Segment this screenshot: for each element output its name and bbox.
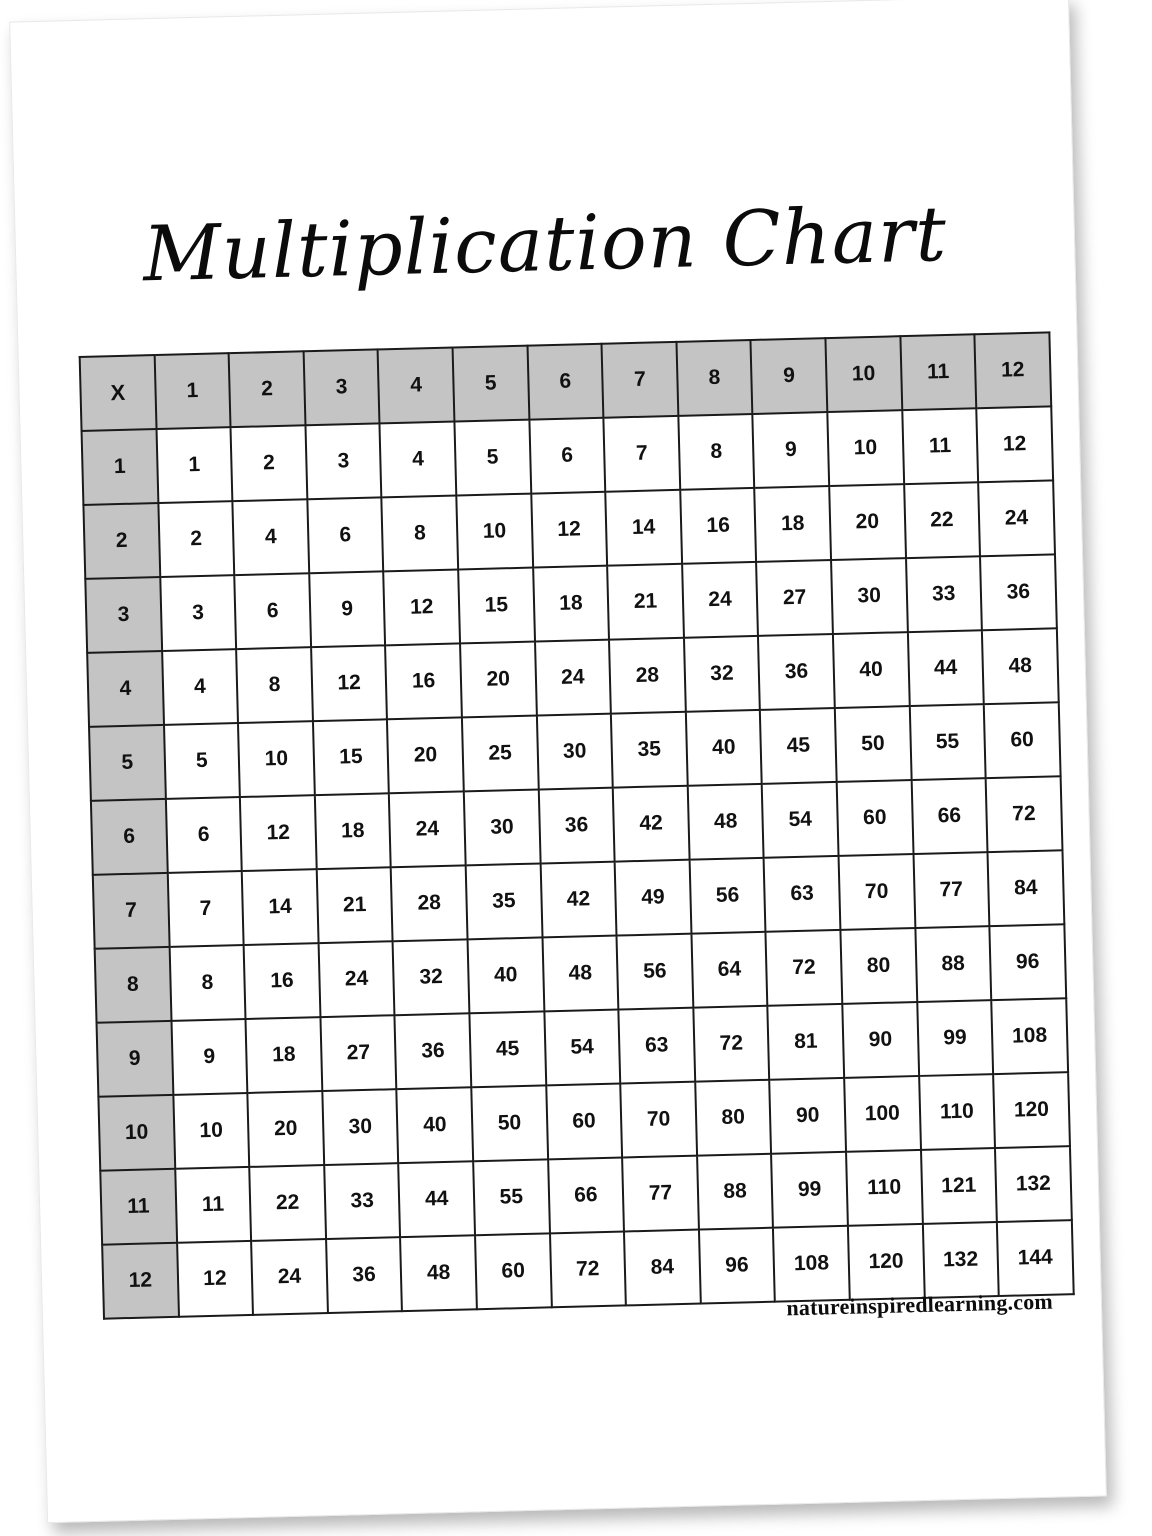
page-title: Multiplication Chart [141,189,948,299]
cell-12-2: 24 [251,1239,327,1315]
cell-9-2: 18 [246,1017,322,1093]
cell-2-4: 8 [382,495,458,571]
cell-12-9: 108 [773,1226,849,1302]
cell-4-6: 24 [535,640,611,716]
cell-7-12: 84 [988,850,1064,926]
cell-4-10: 40 [833,632,909,708]
cell-3-4: 12 [384,569,460,645]
cell-5-4: 20 [387,717,463,793]
cell-3-1: 3 [160,575,236,651]
cell-7-6: 42 [540,862,616,938]
cell-1-1: 1 [156,427,232,503]
cell-11-5: 55 [473,1159,549,1235]
cell-1-12: 12 [976,406,1052,482]
row-header-7: 7 [93,873,169,949]
cell-3-6: 18 [533,566,609,642]
cell-2-11: 22 [904,482,980,558]
cell-4-7: 28 [609,638,685,714]
cell-9-9: 81 [768,1004,844,1080]
cell-3-5: 15 [458,568,534,644]
column-header-11: 11 [900,334,976,410]
column-header-8: 8 [676,340,752,416]
row-header-10: 10 [98,1095,174,1171]
cell-6-11: 66 [911,778,987,854]
cell-4-3: 12 [311,645,387,721]
cell-7-3: 21 [316,867,392,943]
cell-8-12: 96 [989,924,1065,1000]
row-header-11: 11 [100,1169,176,1245]
cell-6-6: 36 [538,788,614,864]
cell-10-2: 20 [248,1091,324,1167]
cell-2-5: 10 [456,494,532,570]
cell-8-4: 32 [393,939,469,1015]
column-header-10: 10 [825,336,901,412]
multiplication-table [79,331,1075,1319]
cell-12-7: 84 [624,1230,700,1306]
cell-5-1: 5 [164,723,240,799]
cell-3-3: 9 [309,571,385,647]
column-header-6: 6 [527,344,603,420]
cell-5-11: 55 [909,704,985,780]
cell-4-12: 48 [982,628,1058,704]
column-header-7: 7 [602,342,678,418]
cell-6-2: 12 [240,795,316,871]
cell-12-1: 12 [177,1241,253,1317]
cell-4-1: 4 [162,649,238,725]
cell-7-9: 63 [764,856,840,932]
cell-10-9: 90 [770,1078,846,1154]
cell-5-3: 15 [313,719,389,795]
cell-11-4: 44 [399,1161,475,1237]
cell-8-11: 88 [915,926,991,1002]
cell-1-4: 4 [380,422,456,498]
column-header-1: 1 [154,353,230,429]
cell-11-2: 22 [249,1165,325,1241]
cell-3-12: 36 [980,554,1056,630]
cell-6-1: 6 [165,797,241,873]
cell-4-9: 36 [758,634,834,710]
cell-11-12: 132 [995,1146,1071,1222]
cell-10-6: 60 [546,1084,622,1160]
cell-7-7: 49 [615,860,691,936]
cell-6-8: 48 [687,784,763,860]
cell-12-11: 132 [922,1222,998,1298]
cell-11-6: 66 [548,1158,624,1234]
cell-9-10: 90 [842,1002,918,1078]
cell-1-3: 3 [305,423,381,499]
cell-9-8: 72 [693,1006,769,1082]
cell-2-3: 6 [307,497,383,573]
column-header-3: 3 [303,349,379,425]
cell-8-9: 72 [766,930,842,1006]
cell-1-7: 7 [604,416,680,492]
cell-12-12: 144 [997,1220,1073,1296]
cell-8-7: 56 [617,934,693,1010]
cell-4-5: 20 [460,642,536,718]
cell-3-8: 24 [682,562,758,638]
cell-11-10: 110 [846,1150,922,1226]
cell-8-1: 8 [169,945,245,1021]
cell-3-9: 27 [756,560,832,636]
cell-1-8: 8 [678,414,754,490]
cell-7-8: 56 [689,858,765,934]
cell-4-8: 32 [684,636,760,712]
cell-8-6: 48 [542,936,618,1012]
column-header-5: 5 [453,346,529,422]
cell-1-2: 2 [231,425,307,501]
cell-8-10: 80 [840,928,916,1004]
cell-4-2: 8 [236,647,312,723]
cell-5-7: 35 [611,712,687,788]
cell-1-10: 10 [827,410,903,486]
cell-7-4: 28 [391,865,467,941]
site-watermark: natureinspiredlearning.com [786,1288,1054,1321]
cell-8-5: 40 [468,937,544,1013]
cell-6-10: 60 [837,780,913,856]
cell-2-2: 4 [233,499,309,575]
cell-11-11: 121 [921,1148,997,1224]
cell-10-10: 100 [844,1076,920,1152]
cell-9-3: 27 [320,1015,396,1091]
cell-5-9: 45 [760,708,836,784]
cell-3-11: 33 [906,556,982,632]
cell-7-10: 70 [838,854,914,930]
cell-11-9: 99 [771,1152,847,1228]
cell-10-3: 30 [322,1089,398,1165]
cell-8-2: 16 [244,943,320,1019]
corner-cell: X [80,355,156,431]
cell-8-3: 24 [318,941,394,1017]
cell-11-1: 11 [175,1167,251,1243]
column-header-9: 9 [751,338,827,414]
cell-4-11: 44 [907,630,983,706]
cell-9-6: 54 [544,1010,620,1086]
cell-7-5: 35 [466,863,542,939]
cell-6-7: 42 [613,786,689,862]
cell-12-10: 120 [848,1224,924,1300]
cell-10-1: 10 [173,1093,249,1169]
row-header-5: 5 [89,725,165,801]
cell-2-12: 24 [978,480,1054,556]
column-header-12: 12 [975,332,1051,408]
cell-2-9: 18 [755,486,831,562]
cell-1-5: 5 [454,420,530,496]
cell-2-8: 16 [680,488,756,564]
cell-9-7: 63 [619,1008,695,1084]
cell-5-10: 50 [835,706,911,782]
cell-12-5: 60 [475,1233,551,1309]
cell-2-1: 2 [158,501,234,577]
cell-1-6: 6 [529,418,605,494]
cell-10-11: 110 [919,1074,995,1150]
row-header-3: 3 [85,577,161,653]
cell-2-7: 14 [605,490,681,566]
cell-9-1: 9 [171,1019,247,1095]
cell-11-7: 77 [622,1156,698,1232]
cell-5-5: 25 [462,716,538,792]
cell-5-6: 30 [536,714,612,790]
cell-6-3: 18 [315,793,391,869]
cell-5-8: 40 [686,710,762,786]
cell-7-11: 77 [913,852,989,928]
cell-6-9: 54 [762,782,838,858]
row-header-8: 8 [95,947,171,1023]
cell-11-8: 88 [697,1154,773,1230]
cell-10-8: 80 [695,1080,771,1156]
cell-3-2: 6 [234,573,310,649]
cell-7-2: 14 [242,869,318,945]
cell-1-11: 11 [902,408,978,484]
row-header-1: 1 [82,429,158,505]
cell-2-10: 20 [829,484,905,560]
cell-12-3: 36 [326,1237,402,1313]
multiplication-grid [79,332,1053,1320]
cell-1-9: 9 [753,412,829,488]
cell-2-6: 12 [531,492,607,568]
column-header-4: 4 [378,348,454,424]
cell-10-4: 40 [397,1087,473,1163]
cell-3-7: 21 [607,564,683,640]
cell-10-5: 50 [471,1085,547,1161]
cell-3-10: 30 [831,558,907,634]
cell-12-4: 48 [400,1235,476,1311]
cell-4-4: 16 [385,643,461,719]
cell-6-4: 24 [389,791,465,867]
cell-6-5: 30 [464,790,540,866]
cell-9-5: 45 [469,1011,545,1087]
cell-9-4: 36 [395,1013,471,1089]
cell-10-7: 70 [620,1082,696,1158]
cell-9-12: 108 [991,998,1067,1074]
cell-6-12: 72 [986,776,1062,852]
row-header-6: 6 [91,799,167,875]
cell-11-3: 33 [324,1163,400,1239]
cell-10-12: 120 [993,1072,1069,1148]
row-header-2: 2 [83,503,159,579]
cell-9-11: 99 [917,1000,993,1076]
cell-5-2: 10 [238,721,314,797]
cell-12-8: 96 [699,1228,775,1304]
column-header-2: 2 [229,351,305,427]
row-header-4: 4 [87,651,163,727]
cell-12-6: 72 [550,1231,626,1307]
printable-sheet [9,0,1107,1523]
row-header-9: 9 [97,1021,173,1097]
cell-7-1: 7 [167,871,243,947]
cell-5-12: 60 [984,702,1060,778]
row-header-12: 12 [102,1243,178,1319]
cell-8-8: 64 [691,932,767,1008]
